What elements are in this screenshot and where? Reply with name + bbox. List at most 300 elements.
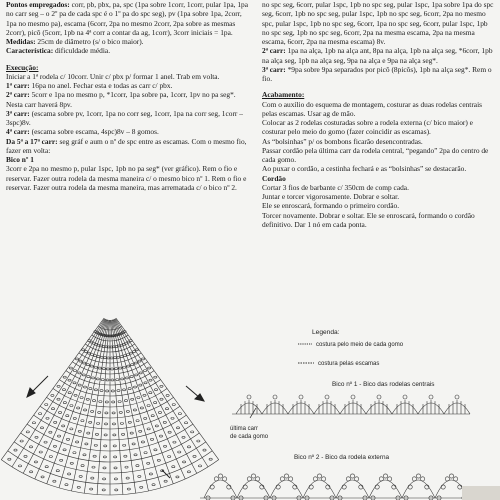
chain-stitch bbox=[75, 441, 78, 443]
chain-stitch bbox=[70, 404, 73, 406]
picot bbox=[247, 395, 251, 399]
chain-stitch bbox=[65, 484, 68, 486]
chain-stitch bbox=[147, 404, 150, 406]
row-5-17: Da 5ª a 17ª carr: seg gráf e aum o nº de spc entre as escamas. Com o mesmo fio, fazer em volta: bbox=[6, 136, 247, 155]
picot bbox=[441, 485, 445, 489]
chain-stitch bbox=[151, 415, 154, 417]
chain-stitch bbox=[113, 434, 116, 436]
chain-stitch bbox=[51, 394, 54, 396]
chain-stitch bbox=[81, 420, 84, 422]
chain-stitch bbox=[58, 411, 61, 413]
chain-stitch bbox=[129, 352, 132, 354]
fan-spoke bbox=[111, 320, 123, 495]
chain-stitch bbox=[18, 465, 21, 467]
fan-spoke bbox=[23, 319, 105, 474]
fan-arc bbox=[8, 451, 213, 484]
chain-stitch bbox=[140, 407, 143, 409]
chain-stitch bbox=[106, 379, 109, 381]
chain-stitch bbox=[105, 412, 108, 414]
chain-stitch bbox=[86, 364, 89, 366]
chain-stitch bbox=[56, 470, 59, 472]
chain-stitch bbox=[106, 335, 109, 337]
bico2-chart bbox=[200, 474, 470, 500]
chain-stitch bbox=[98, 367, 101, 369]
picot bbox=[462, 496, 466, 500]
chain-stitch bbox=[117, 390, 120, 392]
scallop bbox=[270, 480, 303, 498]
chain-stitch bbox=[198, 465, 201, 467]
picot bbox=[403, 395, 407, 399]
picot bbox=[210, 485, 214, 489]
chain-stitch bbox=[150, 438, 153, 440]
right-column bbox=[262, 0, 496, 229]
fan-spoke bbox=[35, 319, 106, 479]
chain-stitch bbox=[130, 432, 133, 434]
chain-stitch bbox=[62, 425, 65, 427]
chain-stitch bbox=[84, 351, 87, 353]
picot bbox=[206, 496, 210, 500]
fan-arc bbox=[59, 380, 160, 396]
picot bbox=[239, 496, 243, 500]
chain-stitch bbox=[95, 343, 98, 345]
chain-stitch bbox=[128, 388, 131, 390]
chain-stitch bbox=[113, 445, 116, 447]
arrow-icon bbox=[27, 376, 204, 478]
fan-spoke bbox=[12, 318, 105, 466]
fan-spoke bbox=[1, 318, 104, 460]
chain-stitch bbox=[99, 333, 102, 335]
chain-stitch bbox=[68, 379, 71, 381]
chain-stitch bbox=[123, 331, 126, 333]
exec-intro: Iniciar a 1ª rodela c/ 10corr. Unir c/ pbx p/ formar 1 anel. Trab em volta. bbox=[6, 71, 220, 81]
chain-stitch bbox=[54, 421, 57, 423]
chain-stitch bbox=[140, 486, 143, 488]
chain-stitch bbox=[113, 357, 116, 359]
scallop bbox=[435, 480, 468, 498]
picot bbox=[325, 395, 329, 399]
chain-stitch bbox=[90, 365, 93, 367]
chain-stitch bbox=[97, 344, 100, 346]
chain-stitch bbox=[178, 413, 181, 415]
chain-stitch bbox=[129, 340, 132, 342]
chain-stitch bbox=[122, 389, 125, 391]
picot bbox=[313, 477, 317, 481]
chain-stitch bbox=[144, 417, 147, 419]
chain-stitch bbox=[120, 422, 123, 424]
finishing-1: Com o auxílio do esquema de montagem, costurar as duas rodelas centrais pelas escamas. Usar ag de mão. bbox=[262, 99, 483, 118]
chain-stitch bbox=[53, 445, 56, 447]
scallop bbox=[236, 403, 262, 414]
chain-stitch bbox=[104, 335, 107, 337]
chain-stitch bbox=[102, 489, 105, 491]
chain-stitch bbox=[62, 389, 65, 391]
row-3: 3ª carr: (escama sobre pv, 1corr, 1pa no corr seg, 1corr, 1pa na corr seg, 1corr – 3spc)8v. bbox=[6, 108, 243, 127]
chain-stitch bbox=[14, 449, 17, 451]
chain-stitch bbox=[160, 385, 163, 387]
chain-stitch bbox=[20, 440, 23, 442]
scallop bbox=[336, 480, 369, 498]
fan-spoke bbox=[112, 320, 148, 491]
chain-stitch bbox=[78, 372, 81, 374]
picot bbox=[243, 485, 247, 489]
fan-arc bbox=[47, 397, 174, 418]
chain-stitch bbox=[115, 334, 118, 336]
chain-stitch bbox=[103, 456, 106, 458]
chain-stitch bbox=[90, 488, 93, 490]
chain-stitch bbox=[163, 445, 166, 447]
chain-stitch bbox=[116, 379, 119, 381]
chain-stitch bbox=[90, 341, 93, 343]
finishing-3: As “bolsinhas” p/ os bombons ficarão desencontradas. bbox=[262, 136, 423, 146]
chain-stitch bbox=[168, 455, 171, 457]
chain-stitch bbox=[104, 445, 107, 447]
bico2-diagram-label: Bico nº 2 - Bico da rodela externa bbox=[294, 454, 390, 461]
picot bbox=[231, 496, 235, 500]
chain-stitch bbox=[87, 432, 90, 434]
chain-stitch bbox=[111, 335, 114, 337]
picot bbox=[223, 477, 227, 481]
picot bbox=[359, 485, 363, 489]
chain-stitch bbox=[97, 356, 100, 358]
chain-stitch bbox=[135, 349, 138, 351]
chain-stitch bbox=[141, 358, 144, 360]
chain-stitch bbox=[94, 331, 97, 333]
picot bbox=[377, 395, 381, 399]
spacer bbox=[262, 83, 496, 90]
picot bbox=[284, 474, 288, 478]
chain-stitch bbox=[144, 452, 147, 454]
chain-stitch bbox=[51, 408, 54, 410]
fan-spoke bbox=[115, 318, 208, 466]
chain-stitch bbox=[124, 455, 127, 457]
materials-paragraph: Pontos empregados: corr, pb, pbx, pa, spc (1pa sobre 1corr, 1corr, pular 1pa, 1pa no carr seg – o 2º pa de cada spc é o 1º pa do spc seg), pv (1pa sobre 1pa, 2corr, 1pa no mesmo pa), escama (6corr, 2pa no mesmo 2corr, 2pa sobre as mesmas 2corr), picô (5corr, 1pb na 4ª corr a contar da ag, 1corr), 3corr iniciais = 1pa. bbox=[6, 0, 248, 37]
picot bbox=[408, 485, 412, 489]
chain-stitch bbox=[107, 335, 110, 337]
chain-stitch bbox=[79, 360, 82, 362]
chain-stitch bbox=[138, 360, 141, 362]
chain-stitch bbox=[166, 394, 169, 396]
picot bbox=[342, 485, 346, 489]
chain-stitch bbox=[88, 340, 91, 342]
picot bbox=[429, 395, 433, 399]
chain-stitch bbox=[143, 394, 146, 396]
finishing-title: Acabamento: bbox=[262, 90, 305, 100]
chain-stitch bbox=[171, 417, 174, 419]
fan-spoke bbox=[114, 319, 185, 479]
chain-stitch bbox=[120, 356, 123, 358]
cord-2: Juntar e torcer vigorosamente. Dobrar e soltar. bbox=[262, 192, 400, 201]
picot bbox=[305, 496, 309, 500]
picot bbox=[425, 485, 429, 489]
chain-stitch bbox=[66, 438, 69, 440]
chain-stitch bbox=[147, 428, 150, 430]
chain-stitch bbox=[172, 466, 175, 468]
fan-spoke bbox=[111, 320, 135, 493]
chain-stitch bbox=[49, 431, 52, 433]
chain-stitch bbox=[98, 411, 101, 413]
chain-stitch bbox=[95, 332, 98, 334]
chain-stitch bbox=[92, 466, 95, 468]
bico2-row-2: 2ª carr: 1pa na alça, 1pb na alça ant, 8pa na alça, 1pb na alça seg, *6corr, 1pb na alça seg, 1pb na alça seg, 9pa na alça e 9pa na alça seg*. bbox=[262, 46, 493, 65]
picot bbox=[322, 477, 326, 481]
picot bbox=[338, 496, 342, 500]
picot bbox=[363, 496, 367, 500]
picot bbox=[218, 474, 222, 478]
fan-spoke bbox=[59, 320, 107, 488]
legend-item-1: costura pelo meio de cada gomo bbox=[316, 342, 404, 348]
chain-stitch bbox=[144, 382, 147, 384]
chain-stitch bbox=[135, 374, 138, 376]
scallop bbox=[303, 480, 336, 498]
chain-stitch bbox=[125, 342, 128, 344]
chain-stitch bbox=[77, 407, 80, 409]
fan-arc bbox=[72, 362, 147, 374]
chain-stitch bbox=[141, 441, 144, 443]
cord-4: Torcer novamente. Dobrar e soltar. Ele se enroscará, formando o cordão definitivo. Dar 1 nó em cada ponta. bbox=[262, 210, 475, 229]
chain-stitch bbox=[165, 408, 168, 410]
chain-stitch bbox=[8, 458, 11, 460]
chain-stitch bbox=[112, 412, 115, 414]
picot bbox=[256, 477, 260, 481]
picot bbox=[351, 395, 355, 399]
chain-stitch bbox=[148, 367, 151, 369]
chain-stitch bbox=[197, 440, 200, 442]
picot bbox=[326, 485, 330, 489]
chain-stitch bbox=[78, 430, 81, 432]
row-1: 1ª carr: 16pa no anel. Fechar esta e todas as carr c/ pbx. bbox=[6, 81, 173, 90]
fan-spoke bbox=[47, 319, 107, 483]
chain-stitch bbox=[164, 480, 167, 482]
spacer bbox=[6, 56, 252, 63]
chain-stitch bbox=[81, 465, 84, 467]
chain-stitch bbox=[85, 443, 88, 445]
picot bbox=[458, 485, 462, 489]
fan-spoke bbox=[113, 320, 161, 488]
legend-item-2: costura pelas escamas bbox=[318, 361, 380, 367]
chain-stitch bbox=[161, 470, 164, 472]
chain-stitch bbox=[113, 335, 116, 337]
picot bbox=[247, 477, 251, 481]
chain-stitch bbox=[123, 355, 126, 357]
chain-stitch bbox=[39, 451, 42, 453]
picot bbox=[260, 485, 264, 489]
chain-stitch bbox=[163, 421, 166, 423]
chain-stitch bbox=[83, 362, 86, 364]
chain-stitch bbox=[123, 444, 126, 446]
picot bbox=[455, 395, 459, 399]
chain-stitch bbox=[68, 392, 71, 394]
fan-arc bbox=[34, 415, 187, 440]
picot bbox=[412, 477, 416, 481]
chain-stitch bbox=[100, 390, 103, 392]
chain-stitch bbox=[133, 386, 136, 388]
chain-stitch bbox=[63, 402, 66, 404]
chain-stitch bbox=[94, 389, 97, 391]
chain-stitch bbox=[137, 396, 140, 398]
scallop bbox=[237, 480, 270, 498]
chain-stitch bbox=[66, 415, 69, 417]
bico1-text: 3corr e 2pa no mesmo p, pular 1spc, 1pb no pa seg* (ver gráfico). Rem o fio e reservar. Fazer outra rodela da mesma maneira c/ o mesmo bico nº 1. Rem o fio e reservar. Fazer outra rodela da mesma maneira, mas arrematada c/ o bico nº 2. bbox=[6, 164, 247, 192]
chain-stitch bbox=[111, 379, 114, 381]
execution-title: Execução: bbox=[6, 62, 39, 72]
chain-stitch bbox=[77, 486, 80, 488]
chain-stitch bbox=[139, 384, 142, 386]
chain-stitch bbox=[120, 344, 123, 346]
fan-spoke bbox=[113, 319, 173, 483]
fan-arc bbox=[21, 433, 200, 462]
chain-stitch bbox=[99, 345, 102, 347]
fan-arc bbox=[66, 371, 154, 385]
chain-stitch bbox=[149, 392, 152, 394]
picot bbox=[293, 485, 297, 489]
picot bbox=[396, 496, 400, 500]
chain-stitch bbox=[102, 345, 105, 347]
chain-stitch bbox=[45, 404, 48, 406]
chain-stitch bbox=[110, 357, 113, 359]
chain-stitch bbox=[118, 400, 121, 402]
chain-stitch bbox=[155, 425, 158, 427]
chain-stitch bbox=[105, 346, 108, 348]
chain-stitch bbox=[39, 413, 42, 415]
chain-stitch bbox=[115, 368, 118, 370]
last-row-label-1: última carr bbox=[230, 426, 259, 432]
chain-stitch bbox=[83, 454, 86, 456]
picot bbox=[346, 477, 350, 481]
chain-stitch bbox=[193, 455, 196, 457]
chain-stitch bbox=[107, 357, 110, 359]
chain-stitch bbox=[73, 370, 76, 372]
measures-paragraph: Medidas: 25cm de diâmetro (s/ o bico maior). bbox=[6, 37, 144, 46]
scallop bbox=[392, 403, 418, 414]
cord-1: Cortar 3 fios de barbante c/ 350cm de comp cada. bbox=[262, 182, 409, 192]
chain-stitch bbox=[133, 409, 136, 411]
page-corner bbox=[462, 486, 500, 500]
scallop bbox=[340, 403, 366, 414]
fan-arc bbox=[27, 424, 193, 451]
scallop bbox=[204, 480, 237, 498]
chain-stitch bbox=[143, 370, 146, 372]
picot bbox=[273, 395, 277, 399]
chain-stitch bbox=[101, 379, 104, 381]
picot bbox=[454, 477, 458, 481]
chain-stitch bbox=[90, 354, 93, 356]
chain-stitch bbox=[154, 402, 157, 404]
chain-stitch bbox=[119, 367, 122, 369]
chain-stitch bbox=[154, 389, 157, 391]
bico2-row-1: no spc seg, 6corr, pular 1spc, 1pb no spc seg, pular 1spc, 1pa sobre 1pa do spc seg, 6corr, 1pb no spc seg, pular 1spc, 1pb no spc seg, 6corr, 2pa no mesmo spc, pular 1spc, 1pb no spc seg, 6corr, 1pa no spc seg, 6corr, pular 1spc, 1pb no spc seg, 1pb no spc seg, 6corr, 2pa na mesma escama, 2pa na mesma escama, 6corr, 2pa na mesma escama) 8v. bbox=[262, 0, 494, 46]
chain-stitch bbox=[110, 368, 113, 370]
chain-stitch bbox=[127, 488, 130, 490]
fan-spoke bbox=[115, 319, 197, 474]
cord-title: Cordão bbox=[262, 173, 286, 183]
row-4: 4ª carr: (escama sobre escama, 4spc)8v – 8 gomos. bbox=[6, 127, 159, 137]
chain-stitch bbox=[89, 388, 92, 390]
chain-stitch bbox=[68, 473, 71, 475]
chain-stitch bbox=[57, 385, 60, 387]
chain-stitch bbox=[57, 435, 60, 437]
scallop bbox=[402, 480, 435, 498]
picot bbox=[383, 474, 387, 478]
chain-stitch bbox=[24, 455, 27, 457]
fan-arc bbox=[40, 406, 180, 429]
finishing-5: Ao puxar o cordão, a cestinha fechará e as “bolsinhas” se destacarão. bbox=[262, 164, 467, 174]
picot bbox=[392, 485, 396, 489]
chain-stitch bbox=[102, 334, 105, 336]
chain-stitch bbox=[103, 357, 106, 359]
finishing-2: Colocar as 2 rodelas costuradas sobre a rodela externa (c/ bico maior) e costurar pelo meio do gomo (fazer coincidir as escamas). bbox=[262, 118, 473, 137]
chain-stitch bbox=[63, 449, 66, 451]
fan-spoke bbox=[84, 320, 108, 493]
characteristic-paragraph: Característica: dificuldade média. bbox=[6, 46, 111, 56]
chain-stitch bbox=[100, 356, 103, 358]
chain-stitch bbox=[160, 398, 163, 400]
chain-stitch bbox=[70, 428, 73, 430]
chain-stitch bbox=[104, 423, 107, 425]
bico1-title: Bico nº 1 bbox=[6, 155, 34, 164]
chain-stitch bbox=[114, 456, 117, 458]
picot bbox=[388, 477, 392, 481]
fan-spoke bbox=[72, 320, 108, 491]
chain-stitch bbox=[105, 401, 108, 403]
chain-stitch bbox=[40, 427, 43, 429]
chain-stitch bbox=[104, 434, 107, 436]
chain-stitch bbox=[91, 477, 94, 479]
chain-stitch bbox=[80, 396, 83, 398]
chain-stitch bbox=[26, 431, 29, 433]
chain-stitch bbox=[176, 427, 179, 429]
chain-stitch bbox=[134, 454, 137, 456]
chain-stitch bbox=[92, 342, 95, 344]
chain-stitch bbox=[45, 466, 48, 468]
chain-stitch bbox=[35, 436, 38, 438]
picot bbox=[264, 496, 268, 500]
scallop bbox=[288, 403, 314, 414]
chain-stitch bbox=[82, 349, 85, 351]
chain-stitch bbox=[130, 376, 133, 378]
chain-stitch bbox=[120, 332, 123, 334]
chain-stitch bbox=[203, 449, 206, 451]
picot bbox=[429, 496, 433, 500]
picot bbox=[289, 477, 293, 481]
chain-stitch bbox=[132, 351, 135, 353]
chain-stitch bbox=[121, 433, 124, 435]
chain-stitch bbox=[123, 366, 126, 368]
chain-stitch bbox=[157, 459, 160, 461]
picot bbox=[371, 496, 375, 500]
picot bbox=[445, 477, 449, 481]
scallop bbox=[444, 403, 470, 414]
chain-stitch bbox=[63, 376, 66, 378]
chain-stitch bbox=[32, 422, 35, 424]
chain-stitch bbox=[70, 462, 73, 464]
chain-stitch bbox=[60, 459, 63, 461]
chain-stitch bbox=[46, 417, 49, 419]
chain-stitch bbox=[139, 430, 142, 432]
picot bbox=[317, 474, 321, 478]
legend-title: Legenda: bbox=[312, 329, 340, 336]
chain-stitch bbox=[127, 365, 130, 367]
chain-stitch bbox=[125, 466, 128, 468]
chain-stitch bbox=[34, 461, 37, 463]
chain-stitch bbox=[114, 478, 117, 480]
chain-stitch bbox=[115, 489, 118, 491]
picot bbox=[272, 496, 276, 500]
chain-stitch bbox=[49, 455, 52, 457]
chain-stitch bbox=[73, 452, 76, 454]
chain-stitch bbox=[114, 467, 117, 469]
chain-stitch bbox=[122, 343, 125, 345]
finishing-4: Passar cordão pela última carr da rodela central, “pegando” 2pa do centro de cada gomo. bbox=[262, 145, 489, 164]
